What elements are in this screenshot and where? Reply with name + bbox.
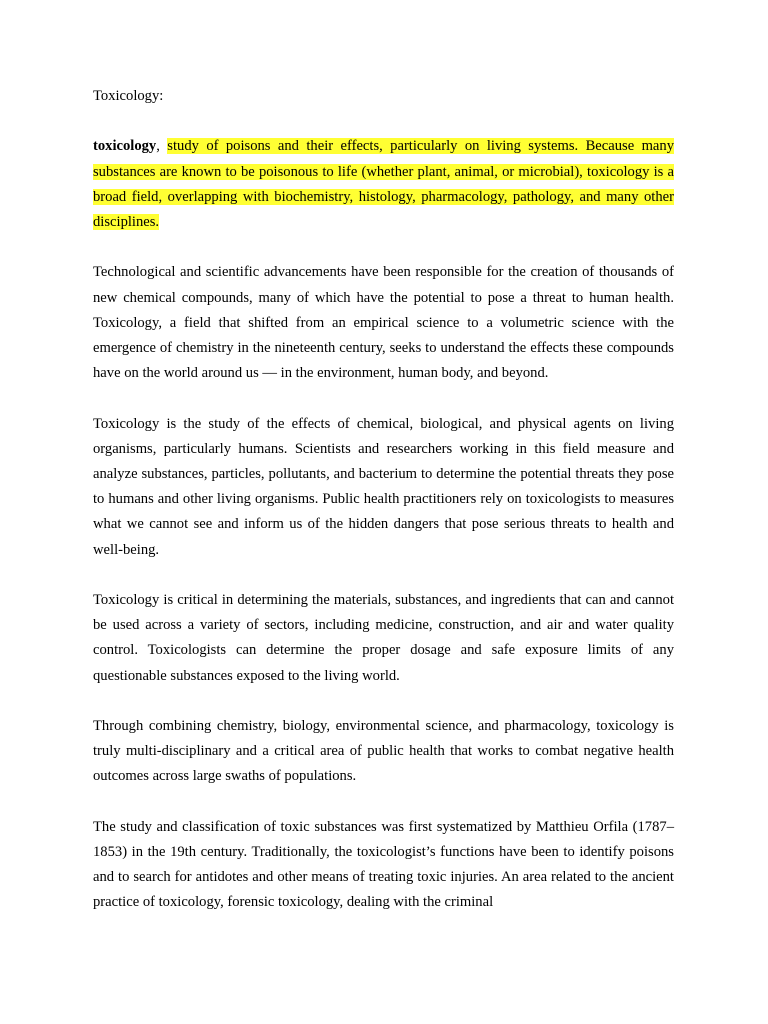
paragraph-critical: Toxicology is critical in determining the materials, substances, and ingredients that can and cannot be used across a variety of sectors, including medicine, construction, and air and water quality control. Toxicologists can determine the proper dosage and safe exposure limits of any questionable substances exposed to the living world. (93, 592, 674, 684)
paragraph-definition: Toxicology is the study of the effects of chemical, biological, and physical agents on living organisms, particularly humans. Scientists and researchers working in this field measure and analyze substances, particles, pollutants, and bacterium to determine the potential threats they pose to humans and other living organisms. Public health practitioners rely on toxicologists to measures what we cannot see and inform us of the hidden dangers that pose serious threats to health and well-being. (93, 415, 674, 558)
paragraph-multidisciplinary: Through combining chemistry, biology, environmental science, and pharmacology, toxicology is truly multi-disciplinary and a critical area of public health that works to combat negative health outcomes across large swaths of populations. (93, 718, 674, 785)
document-page (93, 84, 674, 941)
intro-paragraph (93, 134, 674, 235)
document-heading: Toxicology: (93, 88, 164, 104)
paragraph-advancements: Technological and scientific advancements have been responsible for the creation of thousands of new chemical compounds, many of which have the potential to pose a threat to human health. Toxicology, a field that shifted from an empirical science to a volumetric science with the emergence of chemistry in the nineteenth century, seeks to understand the effects these compounds have on the world around us — in the environment, human body, and beyond. (93, 264, 674, 382)
highlighted-definition: study of poisons and their effects, particularly on living systems. Because many substances are known to be poisonous to life (whether plant, animal, or microbial), toxicology is a broad field, overlapping with biochemistry, histology, pharmacology, pathology, and many other disciplines. (93, 138, 675, 230)
defined-term: toxicology (93, 138, 157, 155)
term-separator: , (156, 138, 168, 155)
paragraph-history: The study and classification of toxic substances was first systematized by Matthieu Orfila (1787–1853) in the 19th century. Traditionally, the toxicologist’s functions have been to identify poisons and to search for antidotes and other means of treating toxic injuries. An area related to the ancient practice of toxicology, forensic toxicology, dealing with the criminal (93, 818, 674, 911)
